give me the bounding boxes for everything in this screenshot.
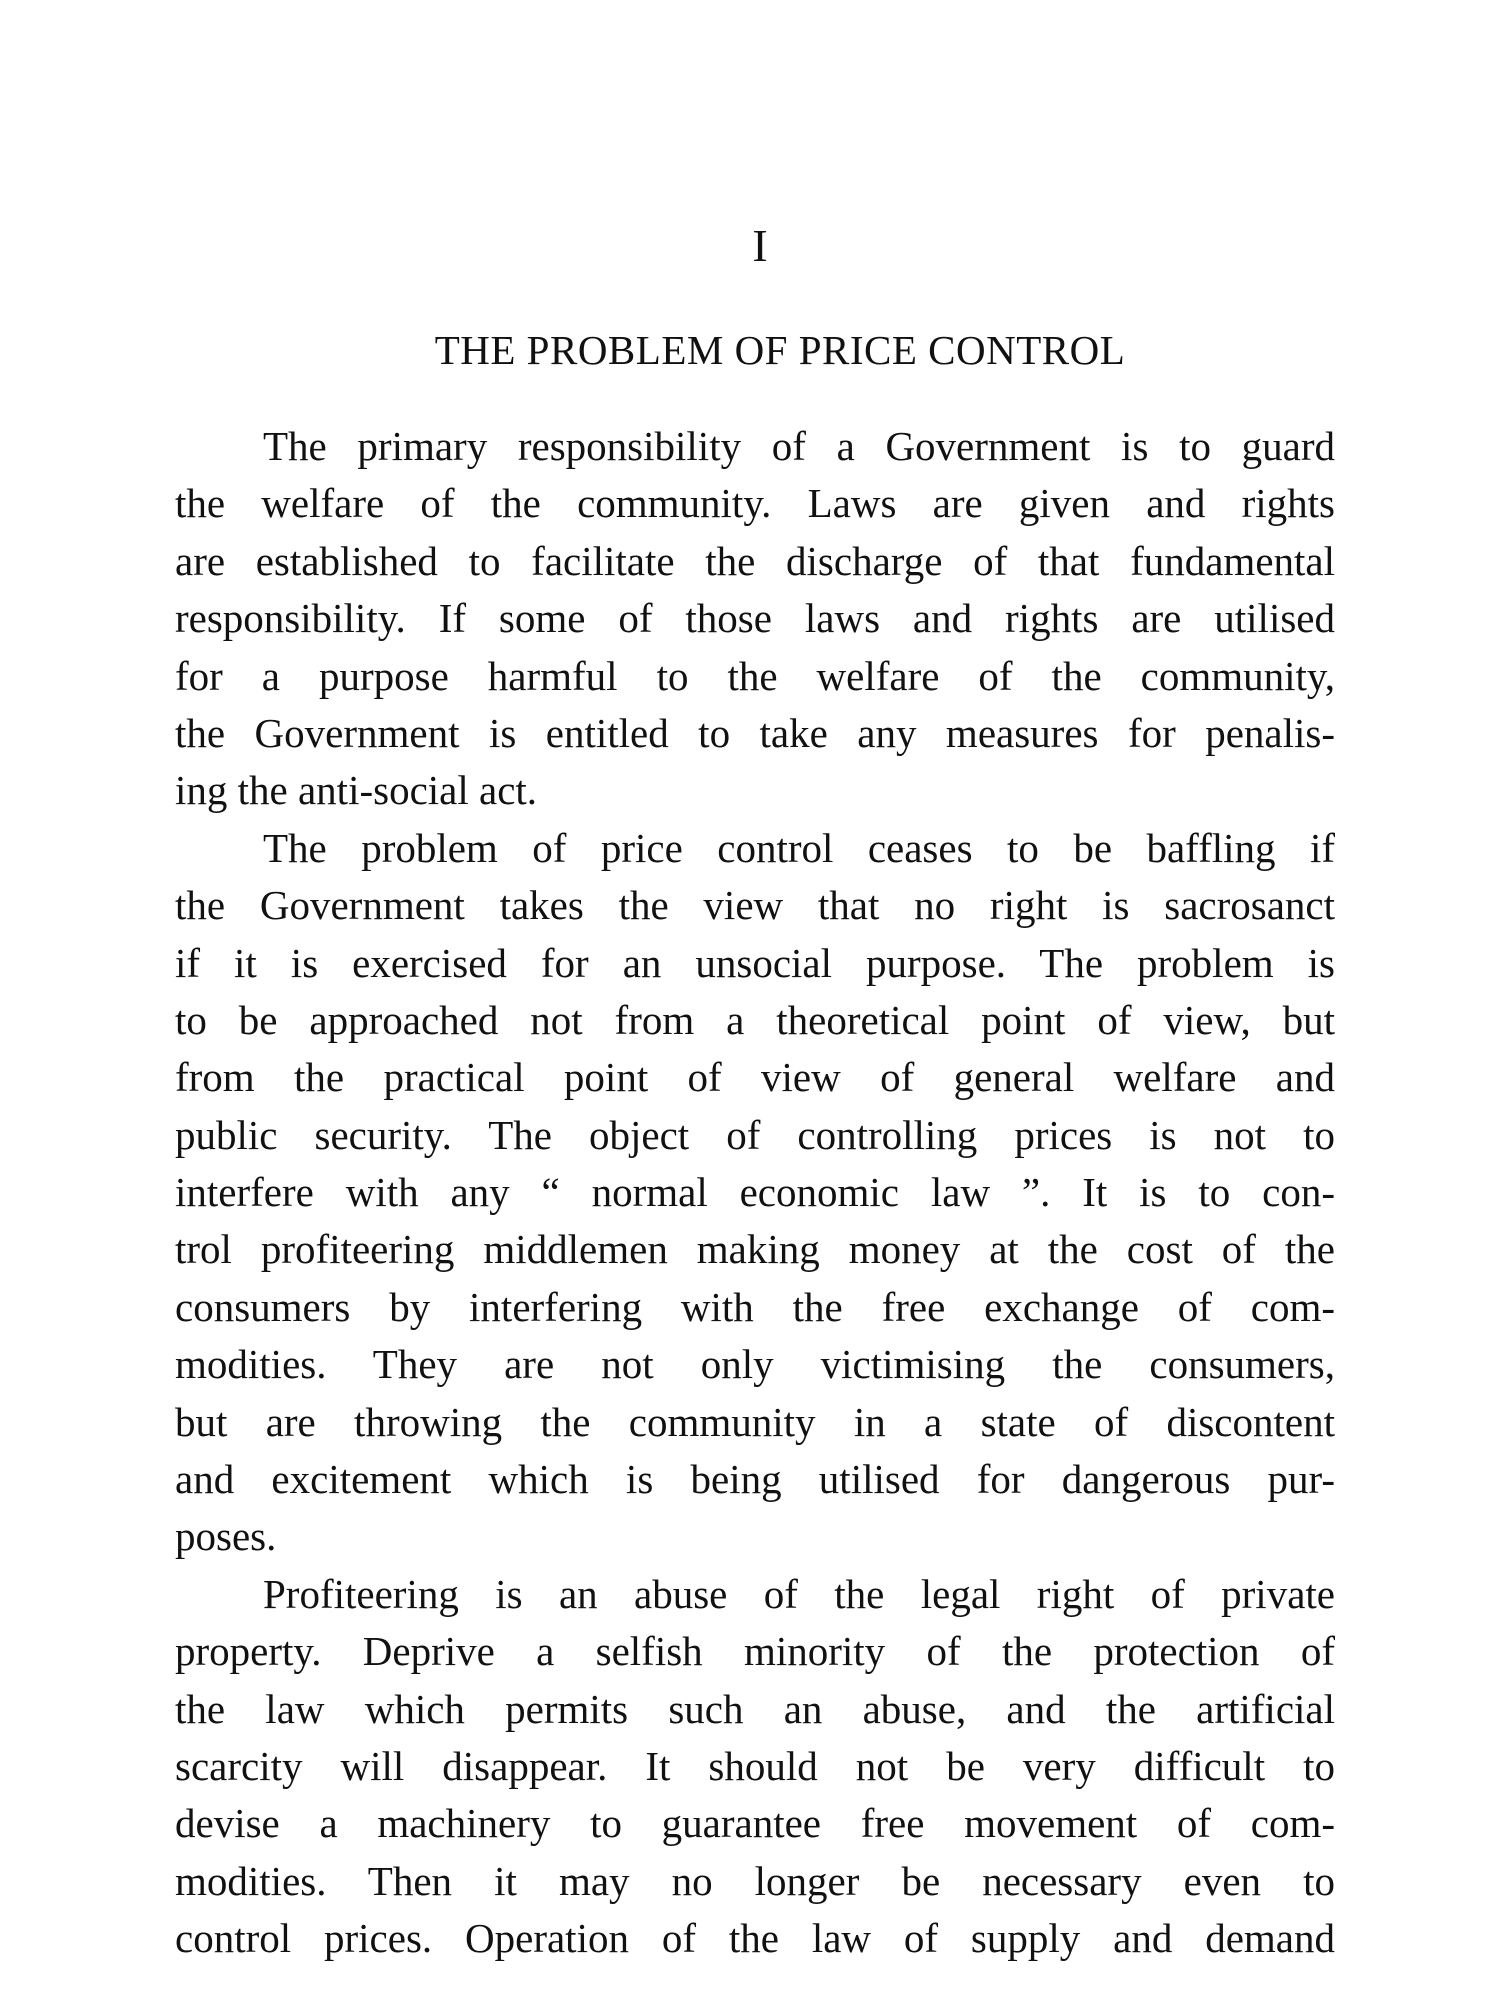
- text-line: control prices. Operation of the law of supply and demand: [175, 1915, 1335, 1962]
- text-line: if it is exercised for an unsocial purpose. The problem is: [175, 939, 1335, 986]
- text-line: Profiteering is an abuse of the legal right of private: [263, 1570, 1335, 1617]
- text-line: and excitement which is being utilised for dangerous pur-: [175, 1456, 1335, 1503]
- text-line: but are throwing the community in a state of discontent: [175, 1398, 1335, 1445]
- text-line: scarcity will disappear. It should not be very difficult to: [175, 1742, 1335, 1789]
- paragraph-1: [175, 418, 1335, 820]
- text-line: for a purpose harmful to the welfare of the community,: [175, 652, 1335, 699]
- text-line: consumers by interfering with the free exchange of com-: [175, 1283, 1335, 1330]
- text-line: ing the anti-social act.: [175, 767, 538, 814]
- chapter-body: [175, 418, 1335, 1968]
- paragraph-2: [175, 820, 1335, 1566]
- text-line: property. Deprive a selfish minority of the protection of: [175, 1628, 1335, 1675]
- text-line: The primary responsibility of a Government is to guard: [263, 423, 1335, 469]
- text-line: the Government takes the view that no right is sacrosanct: [175, 882, 1335, 929]
- text-line: from the practical point of view of general welfare and: [175, 1054, 1335, 1101]
- text-line: devise a machinery to guarantee free movement of com-: [175, 1800, 1335, 1847]
- text-line: the law which permits such an abuse, and the artificial: [175, 1685, 1335, 1732]
- text-line: modities. They are not only victimising the consumers,: [175, 1341, 1335, 1388]
- text-line: public security. The object of controlling prices is not to: [175, 1111, 1335, 1158]
- text-line: the welfare of the community. Laws are given and rights: [175, 480, 1335, 527]
- text-line: responsibility. If some of those laws and rights are utilised: [175, 595, 1335, 642]
- chapter-number: I: [752, 220, 768, 271]
- text-line: modities. Then it may no longer be necessary even to: [175, 1857, 1335, 1904]
- chapter-title: THE PROBLEM OF PRICE CONTROL: [434, 327, 1126, 373]
- text-line: to be approached not from a theoretical point of view, but: [175, 996, 1335, 1043]
- text-line: poses.: [175, 1513, 277, 1560]
- text-line: the Government is entitled to take any measures for penalis-: [175, 709, 1335, 756]
- text-line: The problem of price control ceases to be baffling if: [263, 824, 1335, 871]
- text-line: trol profiteering middlemen making money at the cost of the: [175, 1226, 1335, 1273]
- paragraph-3: [175, 1566, 1335, 1968]
- text-line: are established to facilitate the discharge of that fundamental: [175, 537, 1335, 584]
- text-line: interfere with any “ normal economic law ”. It is to con-: [175, 1169, 1335, 1216]
